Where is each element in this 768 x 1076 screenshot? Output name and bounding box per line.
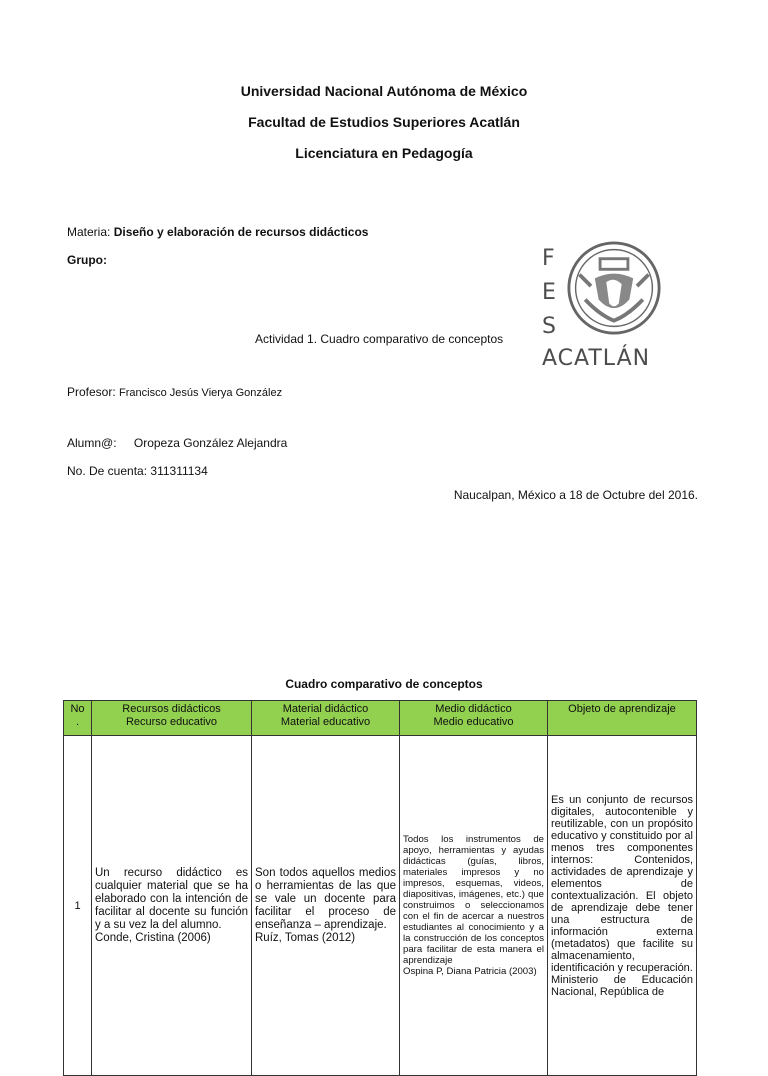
logo-acatlan-text: ACATLÁN [542,346,651,371]
student-line [67,436,287,450]
account-label: No. De cuenta: [67,464,148,478]
logo-letter-f: F [542,246,555,271]
table-row [64,736,697,1076]
table-header-row [64,701,697,736]
course-line [67,225,368,239]
faculty-title: Facultad de Estudios Superiores Acatlán [248,114,520,130]
header-objeto: Objeto de aprendizaje [548,701,697,736]
row-number: 1 [64,736,92,1076]
cell-medio: Todos los instrumentos de apoyo, herramientas y ayudas didácticas (guías, libros, materiales impresos y no impresos, esquemas, videos, diapositivas, imágenes, etc.) que construimos o seleccionamos con el fin de acercar a nuestros estudiantes al conocimiento y a la construcción de los conceptos para facilitar de esta manera el aprendizaje Ospina P, Diana Patricia (2003) [400,736,548,1076]
table-title: Cuadro comparativo de conceptos [285,677,483,691]
header-material: Material didáctico Material educativo [252,701,400,736]
header-recursos: Recursos didácticos Recurso educativo [92,701,252,736]
unam-seal-icon [566,240,662,336]
account-line [67,464,208,478]
header-medio: Medio didáctico Medio educativo [400,701,548,736]
student-label: Alumn@: [67,436,117,450]
account-value: 311311134 [150,464,208,478]
comparison-table [63,700,697,1076]
place-date: Naucalpan, México a 18 de Octubre del 2016. [453,488,698,502]
course-value: Diseño y elaboración de recursos didácticos [113,225,369,239]
cell-material: Son todos aquellos medios o herramientas de las que se vale un docente para facilitar el proceso de enseñanza – aprendizaje. Ruíz, Tomas (2012) [252,736,400,1076]
header-no: No . [64,701,92,736]
degree-title: Licenciatura en Pedagogía [295,145,473,161]
professor-line [67,385,282,399]
logo-letter-e: E [542,280,556,305]
logo-letter-s: S [542,314,556,339]
university-title: Universidad Nacional Autónoma de México [240,83,528,99]
professor-label: Profesor: [67,385,116,399]
group-label: Grupo: [67,253,107,267]
cell-objeto: Es un conjunto de recursos digitales, autocontenible y reutilizable, con un propósito educativo y constituido por al menos tres componentes internos: Contenidos, actividades de aprendizaje y elementos de contextualización. El objeto de aprendizaje debe tener una estructura de información externa (metadatos) que facilite su almacenamiento, identificación y recuperación. Ministerio de Educación Nacional, República de [548,736,697,1076]
cell-recursos: Un recurso didáctico es cualquier material que se ha elaborado con la intención de facilitar al docente su función y a su vez la del alumno. Conde, Cristina (2006) [92,736,252,1076]
fes-letters [542,242,564,344]
student-value: Oropeza González Alejandra [133,436,288,450]
professor-value: Francisco Jesús Vierya González [119,387,283,399]
fes-acatlan-logo [540,240,665,380]
course-label: Materia: [67,225,111,239]
activity-title: Actividad 1. Cuadro comparativo de conceptos [255,332,504,346]
